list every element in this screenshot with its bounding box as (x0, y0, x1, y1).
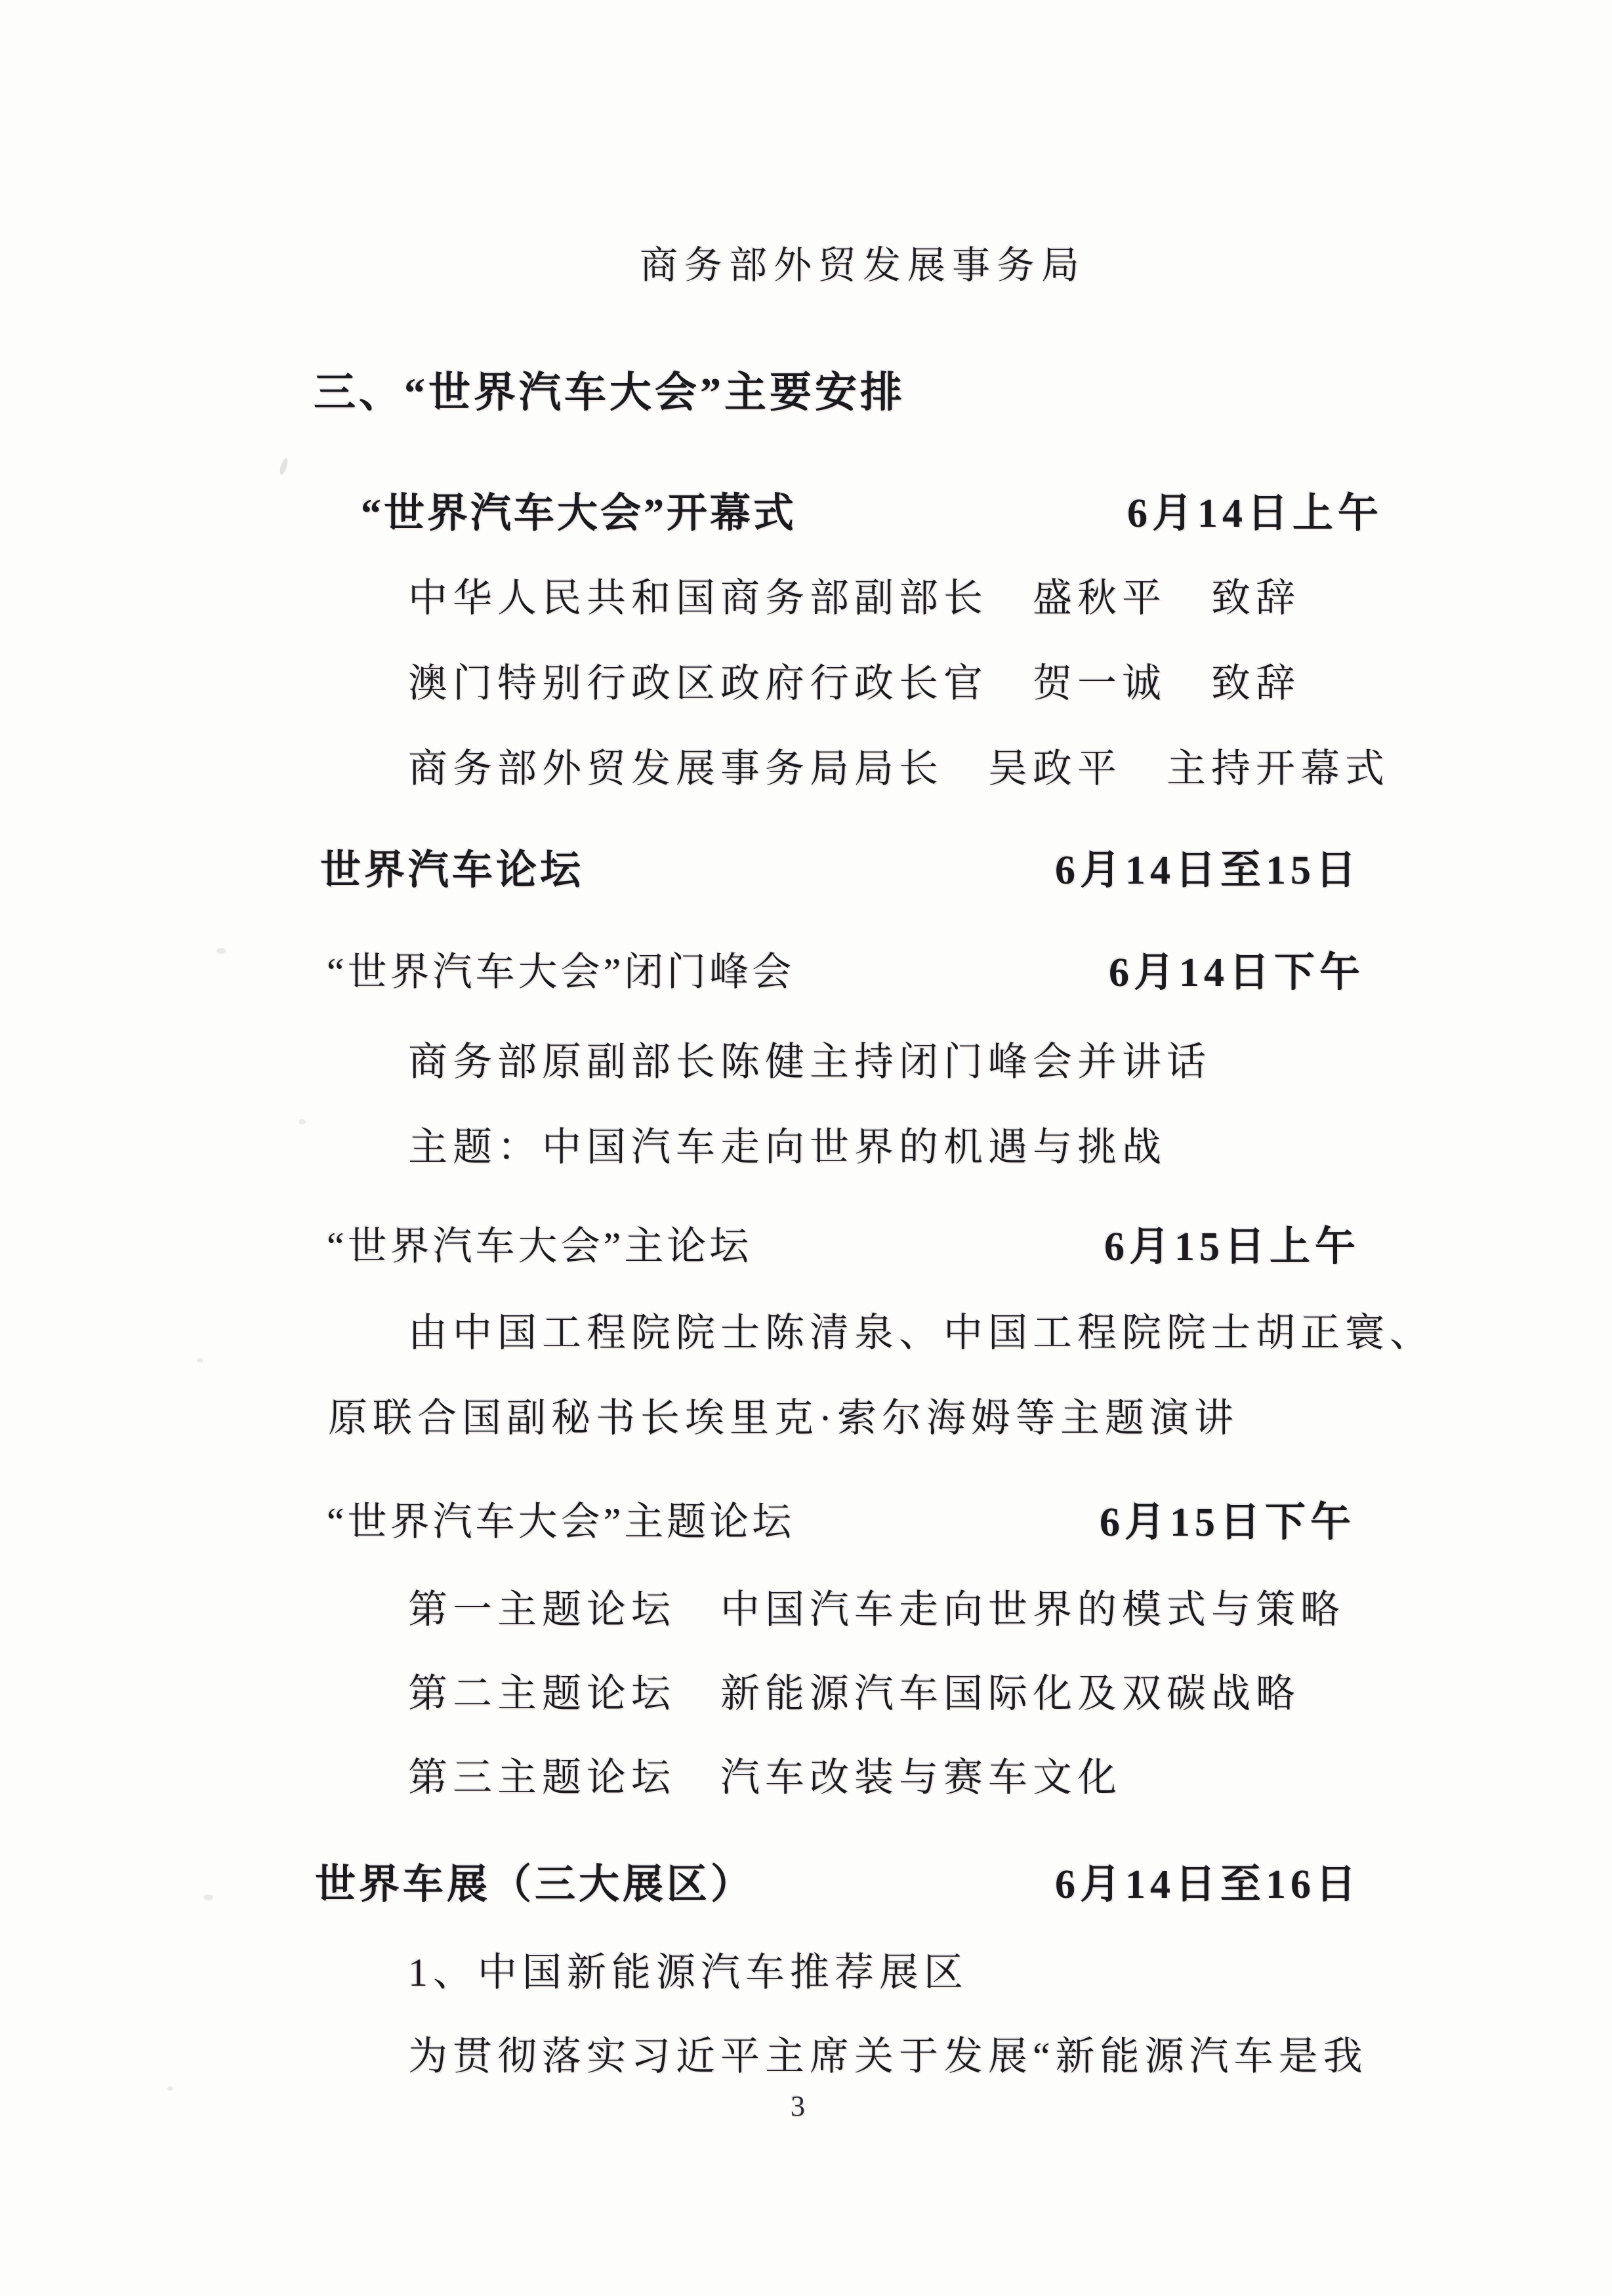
section-heading: 三、“世界汽车大会”主要安排 (314, 369, 905, 416)
opening-ceremony-time: 6月14日上午 (1127, 491, 1384, 536)
main-forum-title: “世界汽车大会”主论坛 (327, 1225, 753, 1268)
theme-forum-detail-line: 第二主题论坛 新能源汽车国际化及双碳战略 (408, 1672, 1300, 1715)
closed-summit-time: 6月14日下午 (1109, 951, 1365, 995)
theme-forum-detail-line: 第三主题论坛 汽车改装与赛车文化 (408, 1756, 1122, 1799)
main-forum-detail-line: 由中国工程院院士陈清泉、中国工程院院士胡正寰、 (408, 1311, 1434, 1355)
opening-detail-line: 中华人民共和国商务部副部长 盛秋平 致辞 (408, 577, 1300, 620)
world-expo-time: 6月14日至16日 (1055, 1862, 1361, 1907)
page-number: 3 (791, 2090, 805, 2122)
opening-detail-line: 澳门特别行政区政府行政长官 贺一诚 致辞 (408, 662, 1300, 705)
scan-artifact (167, 2086, 173, 2091)
scan-artifact (197, 1358, 203, 1363)
scan-artifact (203, 1895, 213, 1900)
closed-summit-detail-line: 主题：中国汽车走向世界的机遇与挑战 (408, 1126, 1167, 1169)
theme-forum-time: 6月15日下午 (1100, 1500, 1356, 1545)
main-forum-time: 6月15日上午 (1104, 1225, 1361, 1269)
scan-artifact (299, 1119, 306, 1124)
world-expo-title: 世界车展（三大展区） (315, 1862, 755, 1907)
opening-ceremony-title: “世界汽车大会”开幕式 (361, 491, 797, 536)
world-auto-forum-title: 世界汽车论坛 (320, 848, 585, 893)
expo-detail-line: 1、中国新能源汽车推荐展区 (408, 1951, 968, 1994)
theme-forum-title: “世界汽车大会”主题论坛 (327, 1500, 795, 1544)
theme-forum-detail-line: 第一主题论坛 中国汽车走向世界的模式与策略 (408, 1588, 1345, 1631)
world-auto-forum-time: 6月14日至15日 (1055, 848, 1361, 893)
closed-summit-detail-line: 商务部原副部长陈健主持闭门峰会并讲话 (408, 1040, 1211, 1084)
scan-artifact (278, 457, 289, 476)
closed-summit-title: “世界汽车大会”闭门峰会 (327, 951, 795, 994)
main-forum-detail-line: 原联合国副秘书长埃里克·索尔海姆等主题演讲 (328, 1397, 1239, 1440)
opening-detail-line: 商务部外贸发展事务局局长 吴政平 主持开幕式 (408, 747, 1390, 790)
expo-detail-line: 为贯彻落实习近平主席关于发展“新能源汽车是我 (408, 2035, 1368, 2078)
scan-artifact (217, 948, 226, 954)
issuing-org-line: 商务部外贸发展事务局 (640, 244, 1086, 287)
